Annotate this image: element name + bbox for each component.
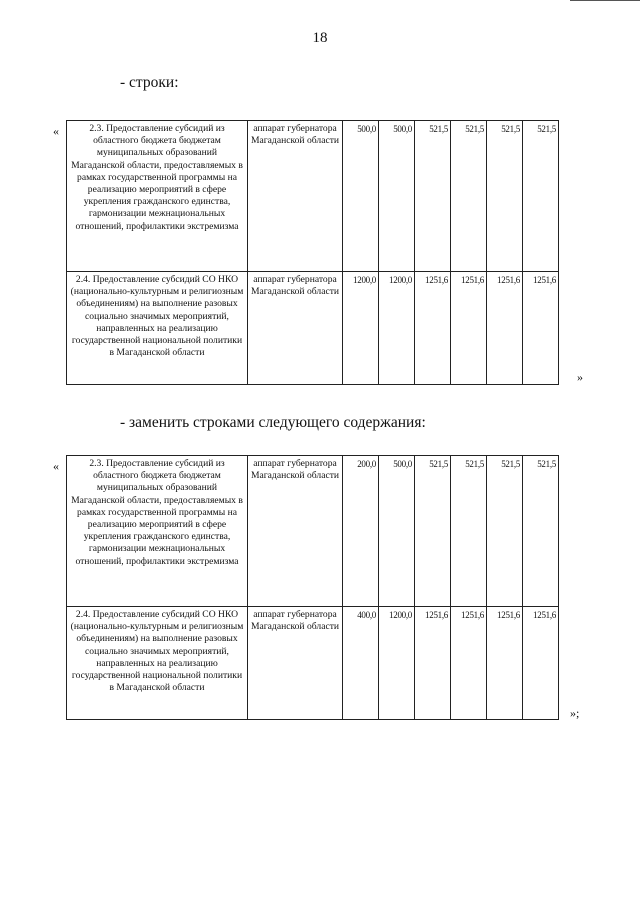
table-old-rows (66, 120, 559, 385)
value-cell: 521,5 (451, 121, 487, 272)
section-heading-new-rows: - заменить строками следующего содержания: (120, 414, 426, 431)
top-edge-line (570, 0, 640, 1)
value-cell: 1251,6 (451, 272, 487, 385)
value-cell: 521,5 (523, 121, 559, 272)
value-cell: 1251,6 (487, 607, 523, 720)
table-row (67, 121, 559, 272)
value-cell: 200,0 (343, 456, 379, 607)
value-cell: 1200,0 (379, 272, 415, 385)
row-description: 2.3. Предоставление субсидий из областного бюджета бюджетам муниципальных образований Магаданской области, предоставляемых в рамках государственной программы на реализацию мероприятий в сфере укрепления гражданского единства, гармонизации межнациональных отношений, профилактики экстремизма (67, 456, 248, 607)
close-quote-old: » (577, 370, 583, 384)
value-cell: 1251,6 (415, 607, 451, 720)
section-heading-old-rows: - строки: (120, 74, 179, 91)
value-cell: 521,5 (487, 456, 523, 607)
table-row (67, 607, 559, 720)
open-quote-old: « (53, 124, 59, 138)
row-executor: аппарат губернатора Магаданской области (248, 272, 343, 385)
row-executor: аппарат губернатора Магаданской области (248, 456, 343, 607)
value-cell: 1251,6 (451, 607, 487, 720)
value-cell: 521,5 (487, 121, 523, 272)
row-executor: аппарат губернатора Магаданской области (248, 607, 343, 720)
page-number: 18 (312, 30, 328, 46)
value-cell: 521,5 (415, 121, 451, 272)
value-cell: 521,5 (415, 456, 451, 607)
value-cell: 500,0 (343, 121, 379, 272)
row-description: 2.4. Предоставление субсидий СО НКО (национально-культурным и религиозным объединениям) на выполнение разовых социально значимых мероприятий, направленных на реализацию государственной национальной политики в Магаданской области (67, 272, 248, 385)
table-new-rows (66, 455, 559, 720)
value-cell: 521,5 (451, 456, 487, 607)
open-quote-new: « (53, 459, 59, 473)
row-executor: аппарат губернатора Магаданской области (248, 121, 343, 272)
value-cell: 1251,6 (523, 607, 559, 720)
close-quote-new: »; (570, 706, 580, 720)
value-cell: 500,0 (379, 121, 415, 272)
value-cell: 500,0 (379, 456, 415, 607)
value-cell: 1251,6 (487, 272, 523, 385)
value-cell: 1200,0 (379, 607, 415, 720)
value-cell: 1251,6 (415, 272, 451, 385)
table-row (67, 272, 559, 385)
row-description: 2.4. Предоставление субсидий СО НКО (национально-культурным и религиозным объединениям) на выполнение разовых социально значимых мероприятий, направленных на реализацию государственной национальной политики в Магаданской области (67, 607, 248, 720)
value-cell: 400,0 (343, 607, 379, 720)
value-cell: 521,5 (523, 456, 559, 607)
table-row (67, 456, 559, 607)
row-description: 2.3. Предоставление субсидий из областного бюджета бюджетам муниципальных образований Магаданской области, предоставляемых в рамках государственной программы на реализацию мероприятий в сфере укрепления гражданского единства, гармонизации межнациональных отношений, профилактики экстремизма (67, 121, 248, 272)
value-cell: 1251,6 (523, 272, 559, 385)
value-cell: 1200,0 (343, 272, 379, 385)
